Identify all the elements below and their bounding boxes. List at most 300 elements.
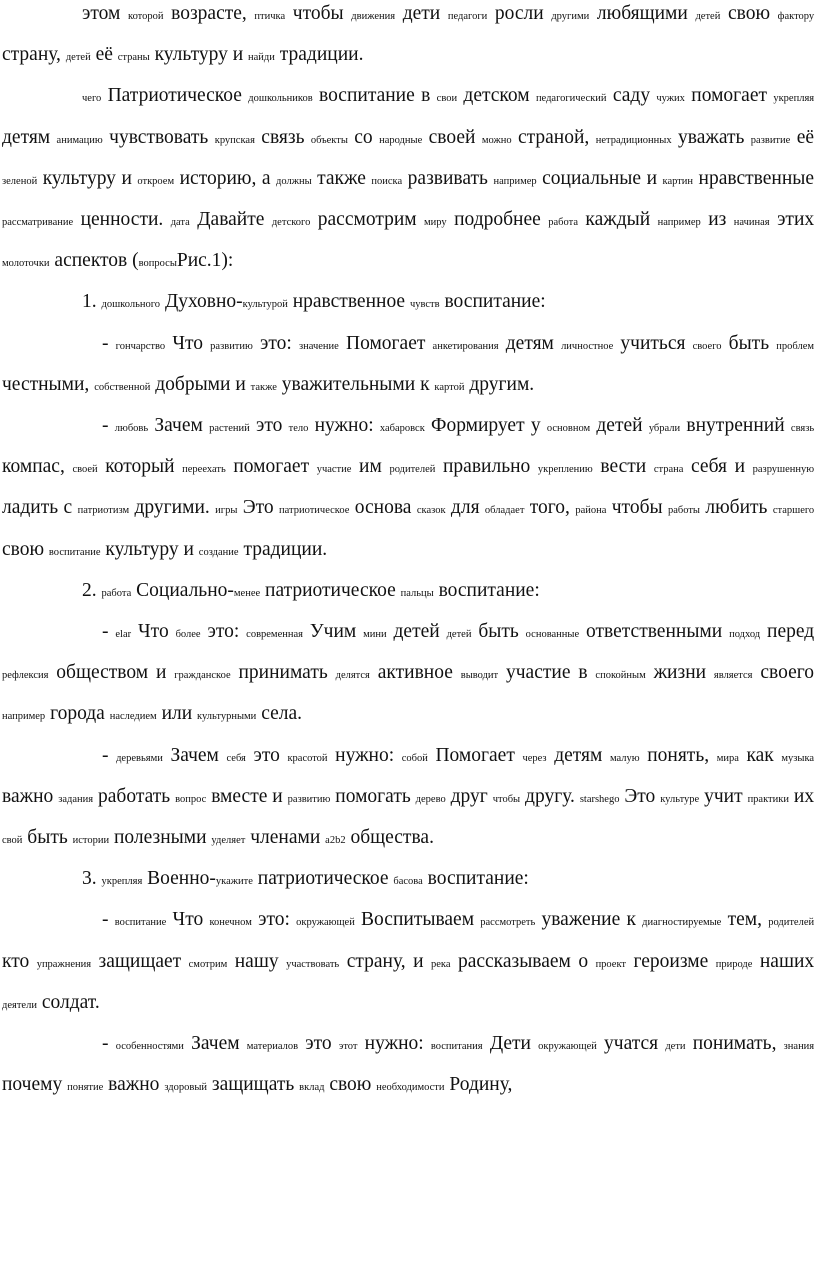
word: - [102,1033,109,1055]
inserted-small-word: красотой [287,752,328,764]
word: - [102,332,109,354]
inserted-small-word: работы [667,505,700,517]
inserted-small-word: дошкольного [101,299,161,311]
word: это: [207,621,240,643]
inserted-small-word: дата [170,217,190,229]
inserted-small-word: мира [716,752,739,764]
inserted-small-word: страны [117,52,150,64]
word: честными, [2,373,90,395]
word: развивать [407,167,488,189]
word: - [102,415,109,437]
word: - [102,909,109,931]
word: друг [450,785,488,807]
inserted-small-word: окружающей [538,1041,597,1053]
word: Что [172,332,204,354]
inserted-small-word: современная [246,629,303,641]
word: и [121,167,132,189]
word: аспектов [54,250,128,272]
word: добрыми [155,373,231,395]
word: и [272,785,283,807]
word: их [793,785,815,807]
word: с [63,497,73,519]
inserted-small-word: задания [58,793,94,805]
word: Что [172,909,204,931]
inserted-small-word: музыка [781,752,815,764]
inserted-small-word: свой [2,835,23,847]
word: наших [759,950,815,972]
word: важно [108,1074,160,1096]
word: Патриотическое [107,85,242,107]
word: и [155,662,167,684]
word: страну, [2,44,61,66]
word: себя [691,456,727,478]
word: любить [705,497,768,519]
inserted-small-word: анкетирования [432,340,499,352]
inserted-small-word: своего [692,340,722,352]
word: кто [2,950,30,972]
word: чувствовать [109,126,209,148]
word: Это [242,497,274,519]
inserted-small-word: движения [351,11,396,22]
word: 3. [82,868,97,890]
inserted-small-word: делятся [335,670,370,682]
word: ладить [2,497,59,519]
inserted-small-word: района [575,505,607,517]
paragraph [2,860,814,901]
word: важно [2,785,54,807]
word: учит [704,785,743,807]
word: этом [82,3,121,24]
word: другими. [134,497,210,519]
word: нужно: [335,744,395,766]
word: воспитание: [444,291,546,313]
inserted-small-word: дошкольников [248,93,313,105]
word: воспитание: [438,579,540,601]
inserted-small-word: этот [338,1041,358,1053]
inserted-small-word: объекты [310,134,348,146]
word: солдат. [41,991,100,1013]
word: активное [377,662,453,684]
inserted-small-word: птичка [254,11,286,22]
inserted-small-word: фактору [777,11,815,22]
inserted-small-word: воспитания [430,1041,483,1053]
word: это [253,744,280,766]
word: рассмотрим [317,209,417,231]
inserted-small-word: детей [446,629,472,641]
inserted-small-word: укажите [215,876,253,888]
inserted-small-word: личностное [561,340,614,352]
inserted-small-word: воспитание [114,917,167,929]
inserted-small-word: дерево [415,793,446,805]
word: учиться [620,332,686,354]
inserted-small-word: растений [209,423,250,435]
word: членами [250,827,321,849]
word: Зачем [191,1033,240,1055]
inserted-small-word: патриотическое [279,505,350,517]
inserted-small-word: культуре [660,793,700,805]
word: свою [2,538,45,560]
inserted-small-word: педагоги [447,11,488,22]
word: и [232,44,244,66]
inserted-small-word: смотрим [188,958,228,970]
word: дети [402,3,441,24]
word: понимать, [692,1033,777,1055]
inserted-small-word: детей [695,11,721,22]
inserted-small-word: пальцы [400,587,434,599]
paragraph [2,572,814,613]
word: её [796,126,815,148]
word: обществом [56,662,149,684]
word: этих [777,209,815,231]
word: и [413,950,424,972]
word: культуру [105,538,179,560]
word: это: [258,909,290,931]
word: вместе [211,785,268,807]
inserted-small-word: обладает [484,505,525,517]
inserted-small-word: миру [424,217,447,229]
word: города [50,703,105,725]
word: к [626,909,636,931]
word: своего [760,662,815,684]
word: воспитание: [427,868,529,890]
inserted-small-word: родителей [389,464,436,476]
inserted-small-word: работа [101,587,132,599]
word: патриотическое [265,579,396,601]
inserted-small-word: значение [298,340,339,352]
inserted-small-word: деятели [2,999,37,1011]
inserted-small-word: укрепляя [101,876,143,888]
inserted-small-word: истории [72,835,110,847]
inserted-small-word: рассмотреть [480,917,536,929]
inserted-small-word: можно [481,134,512,146]
inserted-small-word: укрепляя [773,93,815,105]
paragraph [2,325,814,407]
inserted-small-word: является [713,670,753,682]
inserted-small-word: страна [653,464,684,476]
inserted-small-word: культурными [197,711,257,723]
word: своей [428,126,476,148]
inserted-small-word: starshego [579,793,620,805]
inserted-small-word: природе [715,958,753,970]
inserted-small-word: мини [363,629,387,641]
inserted-small-word: тело [288,423,309,435]
word: саду [612,85,651,107]
inserted-small-word: малую [609,752,640,764]
inserted-small-word: развитию [287,793,331,805]
word: страну, [346,950,406,972]
inserted-small-word: менее [233,587,261,599]
word: для [450,497,480,519]
word: детям [505,332,554,354]
inserted-small-word: необходимости [376,1082,445,1094]
word: подробнее [454,209,541,231]
inserted-small-word: старшего [772,505,815,517]
inserted-small-word: любовь [114,423,149,435]
word: Помогает [435,744,515,766]
inserted-small-word: работа [548,217,578,229]
word: нужно: [314,415,374,437]
word: Помогает [346,332,426,354]
word: это: [260,332,292,354]
word: помогать [335,785,411,807]
inserted-small-word: себя [226,752,246,764]
inserted-small-word: рефлексия [2,670,49,682]
inserted-small-word: гончарство [115,340,166,352]
word: перед [767,621,815,643]
inserted-small-word: вопросы [138,258,177,270]
word: защищает [98,950,182,972]
inserted-small-word: конечном [209,917,252,929]
paragraph [2,0,814,77]
inserted-small-word: проблем [776,340,815,352]
word: учатся [604,1033,659,1055]
word: Зачем [170,744,219,766]
inserted-small-word: найди [248,52,275,64]
paragraph [2,77,814,283]
word: каждый [585,209,651,231]
inserted-small-word: свои [436,93,458,105]
paragraph [2,283,814,324]
inserted-small-word: практики [747,793,789,805]
inserted-small-word: проект [595,958,627,970]
inserted-small-word: своей [72,464,98,476]
inserted-small-word: окружающей [296,917,355,929]
inserted-small-word: более [175,629,201,641]
inserted-small-word: участие [316,464,352,476]
inserted-small-word: анимацию [56,134,103,146]
word: в [421,85,431,107]
word: уважительными [281,373,416,395]
word: быть [478,621,519,643]
word: Зачем [154,415,203,437]
inserted-small-word: сказок [416,505,446,517]
inserted-small-word: картой [434,381,465,393]
word: традиции. [243,538,328,560]
inserted-small-word: педагогический [535,93,607,105]
inserted-small-word: основанные [525,629,580,641]
word: села. [261,703,302,725]
word: её [95,44,113,66]
inserted-small-word: подход [729,629,761,641]
inserted-small-word: вопрос [175,793,207,805]
word: Учим [309,621,357,643]
word: защищать [211,1074,295,1096]
inserted-small-word: хабаровск [379,423,425,435]
word: принимать [238,662,328,684]
inserted-small-word: наследием [109,711,157,723]
word: чтобы [611,497,663,519]
word: это [256,415,283,437]
word: у [530,415,541,437]
inserted-small-word: река [430,958,451,970]
inserted-small-word: диагностируемые [642,917,722,929]
word: социальные [542,167,642,189]
word: который [105,456,175,478]
word: им [359,456,382,478]
word: к [420,373,430,395]
inserted-small-word: откроем [137,175,175,187]
inserted-small-word: чего [82,93,102,105]
inserted-small-word: нетрадиционных [595,134,672,146]
word: детей [393,621,440,643]
word: основа [354,497,412,519]
word: тем, [727,909,762,931]
inserted-small-word: создание [198,546,239,558]
word: детям [554,744,603,766]
inserted-small-word: чувств [409,299,440,311]
word: культуру [154,44,228,66]
word: другу. [525,785,575,807]
inserted-small-word: также [250,381,277,393]
inserted-small-word: патриотизм [77,505,130,517]
inserted-small-word: убрали [648,423,681,435]
inserted-small-word: детей [65,52,91,64]
word: полезными [113,827,207,849]
inserted-small-word: начиная [733,217,770,229]
inserted-small-word: народные [379,134,423,146]
inserted-small-word: разрушенную [752,464,815,476]
inserted-small-word: молоточки [2,258,50,270]
word: в [578,662,588,684]
word: и [734,456,746,478]
word: свою [329,1074,372,1096]
inserted-small-word: игры [215,505,238,517]
word: вести [600,456,647,478]
paragraph [2,901,814,1025]
word: 1. [82,291,97,313]
word: детском [463,85,530,107]
word: Дети [489,1033,531,1055]
word: компас, [2,456,65,478]
word: как [746,744,774,766]
word: Военно- [147,868,216,890]
inserted-small-word: укреплению [537,464,593,476]
word: 2. [82,579,97,601]
word: из [708,209,727,231]
inserted-small-word: гражданское [174,670,231,682]
word: историю, [179,167,257,189]
word: росли [494,3,544,24]
inserted-small-word: например [657,217,701,229]
word: связь [261,126,305,148]
inserted-small-word: басова [393,876,423,888]
word: правильно [442,456,531,478]
word: уважать [678,126,745,148]
inserted-small-word: детского [271,217,311,229]
word: общества. [350,827,434,849]
inserted-small-word: elar [115,629,132,641]
inserted-small-word: чужих [656,93,685,105]
inserted-small-word: крупская [214,134,255,146]
inserted-small-word: материалов [246,1041,299,1053]
word: Духовно- [164,291,243,313]
inserted-small-word: основном [546,423,591,435]
word: Родину, [449,1074,513,1096]
word: участие [506,662,571,684]
inserted-small-word: вклад [299,1082,325,1094]
word: внутренний [686,415,785,437]
inserted-small-word: спокойным [595,670,646,682]
paragraph [2,613,814,737]
word: Воспитываем [361,909,475,931]
word: а [261,167,271,189]
inserted-small-word: здоровый [164,1082,207,1094]
word: Рис.1): [176,250,234,272]
word: страной, [517,126,590,148]
inserted-small-word: связь [790,423,815,435]
word: нравственное [292,291,406,313]
word: нравственные [698,167,815,189]
inserted-small-word: развитию [210,340,253,352]
inserted-small-word: деревьями [116,752,163,764]
word: возрасте, [171,3,247,24]
inserted-small-word: зеленой [2,175,38,187]
word: Социально- [136,579,234,601]
inserted-small-word: развитие [750,134,791,146]
inserted-small-word: особенностями [115,1041,184,1053]
inserted-small-word: культурой [242,299,288,311]
inserted-small-word: через [522,752,547,764]
word: детям [2,126,51,148]
inserted-small-word: дети [665,1041,686,1053]
word: также [317,167,366,189]
word: воспитание [319,85,415,107]
inserted-small-word: должны [276,175,312,187]
inserted-small-word: воспитание [48,546,101,558]
inserted-small-word: например [2,711,46,723]
word: детей [596,415,643,437]
word: нужно: [364,1033,424,1055]
inserted-small-word: упражнения [36,958,92,970]
inserted-small-word: которой [128,11,164,22]
word: Формирует [431,415,525,437]
inserted-small-word: уделяет [211,835,246,847]
word: почему [2,1074,63,1096]
inserted-small-word: собой [401,752,428,764]
word: быть [728,332,770,354]
word: или [161,703,193,725]
word: Что [138,621,169,643]
inserted-small-word: выводит [460,670,499,682]
word: традиции. [279,44,364,66]
word: и [235,373,246,395]
word: культуру [42,167,116,189]
word: быть [27,827,68,849]
inserted-small-word: родителей [768,917,815,929]
inserted-small-word: другими [551,11,590,22]
word: любящими [596,3,688,24]
word: помогает [691,85,767,107]
inserted-small-word: рассматривание [2,217,74,229]
paragraph [2,1025,814,1107]
paragraph [2,407,814,572]
inserted-small-word: поиска [371,175,403,187]
word: это [305,1033,332,1055]
word: героизме [633,950,709,972]
word: со [354,126,373,148]
inserted-small-word: понятие [67,1082,104,1094]
inserted-small-word: картин [662,175,694,187]
word: другим. [469,373,535,395]
word: уважение [541,909,621,931]
paragraph [2,737,814,861]
word: рассказываем [457,950,571,972]
inserted-small-word: например [493,175,537,187]
word: ответственными [586,621,723,643]
word: свою [727,3,771,24]
word: и [183,538,194,560]
word: жизни [653,662,707,684]
